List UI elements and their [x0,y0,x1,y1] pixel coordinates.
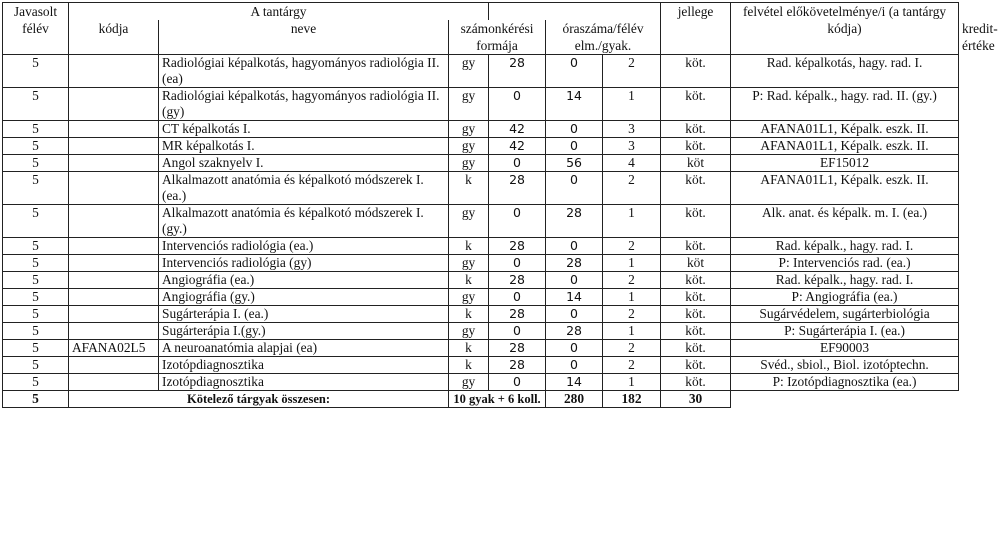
prereq-cell: EF90003 [731,340,959,357]
exam-form-cell: gy [449,289,489,306]
exam-form-cell: k [449,272,489,289]
prereq-cell: Alk. anat. és képalk. m. I. (ea.) [731,205,959,238]
table-row [3,272,959,289]
name-cell: Angiográfia (ea.) [159,272,449,289]
semester-cell: 5 [3,255,69,272]
exam-form-cell: k [449,340,489,357]
name-cell: Sugárterápia I. (ea.) [159,306,449,323]
code-cell [69,205,159,238]
code-cell [69,88,159,121]
practice-hours-cell: 0 [546,55,603,88]
lecture-hours-cell: 28 [489,357,546,374]
lecture-hours-cell: 28 [489,306,546,323]
header-exam-form: számonkérési formája [449,20,546,55]
practice-hours-cell: 0 [546,306,603,323]
type-cell: köt. [661,357,731,374]
credit-cell: 2 [603,340,661,357]
exam-form-cell: k [449,172,489,205]
table-row [3,255,959,272]
practice-hours-cell: 14 [546,88,603,121]
semester-cell: 5 [3,121,69,138]
table-row [3,205,959,238]
type-cell: köt. [661,306,731,323]
lecture-hours-cell: 28 [489,238,546,255]
practice-hours-cell: 0 [546,272,603,289]
credit-cell: 2 [603,306,661,323]
header-row-1 [3,3,959,21]
total-credit: 30 [661,391,731,408]
code-cell [69,289,159,306]
type-cell: köt. [661,121,731,138]
exam-form-cell: k [449,357,489,374]
lecture-hours-cell: 42 [489,121,546,138]
name-cell: A neuroanatómia alapjai (ea) [159,340,449,357]
code-cell: AFANA02L5 [69,340,159,357]
name-cell: Angiográfia (gy.) [159,289,449,306]
prereq-cell: P: Sugárterápia I. (ea.) [731,323,959,340]
exam-form-cell: gy [449,88,489,121]
code-cell [69,155,159,172]
semester-cell: 5 [3,374,69,391]
semester-cell: 5 [3,238,69,255]
practice-hours-cell: 0 [546,357,603,374]
practice-hours-cell: 0 [546,238,603,255]
name-cell: Radiológiai képalkotás, hagyományos radiológia II. (ea) [159,55,449,88]
exam-form-cell: gy [449,255,489,272]
exam-form-cell: gy [449,205,489,238]
table-row [3,357,959,374]
code-cell [69,272,159,289]
practice-hours-cell: 14 [546,374,603,391]
header-row-2: kódja neve számonkérési formája óraszáma/félév elm./gyak. kredit-értéke [3,20,959,55]
lecture-hours-cell: 0 [489,155,546,172]
practice-hours-cell: 14 [546,289,603,306]
type-cell: köt [661,255,731,272]
name-cell: CT képalkotás I. [159,121,449,138]
type-cell: köt. [661,374,731,391]
type-cell: köt. [661,323,731,340]
header-prereq: felvétel előkövetelménye/i (a tantárgy kódja) [731,3,959,55]
exam-form-cell: k [449,306,489,323]
header-type: jellege [661,3,731,55]
table-row [3,289,959,306]
prereq-cell: P: Rad. képalk., hagy. rad. II. (gy.) [731,88,959,121]
type-cell: köt. [661,289,731,306]
semester-cell: 5 [3,289,69,306]
name-cell: Alkalmazott anatómia és képalkotó módszerek I. (ea.) [159,172,449,205]
prereq-cell: EF15012 [731,155,959,172]
type-cell: köt. [661,272,731,289]
header-semester: Javasolt félév [3,3,69,55]
lecture-hours-cell: 0 [489,255,546,272]
lecture-hours-cell: 28 [489,340,546,357]
credit-cell: 2 [603,357,661,374]
prereq-cell: Sugárvédelem, sugárterbiológia [731,306,959,323]
exam-form-cell: gy [449,55,489,88]
practice-hours-cell: 56 [546,155,603,172]
exam-form-cell: gy [449,138,489,155]
table-row [3,155,959,172]
credit-cell: 1 [603,289,661,306]
credit-cell: 2 [603,55,661,88]
type-cell: köt. [661,340,731,357]
practice-hours-cell: 28 [546,255,603,272]
exam-form-cell: gy [449,121,489,138]
semester-cell: 5 [3,55,69,88]
exam-form-cell: gy [449,323,489,340]
prereq-cell: AFANA01L1, Képalk. eszk. II. [731,172,959,205]
exam-form-cell: gy [449,374,489,391]
name-cell: Alkalmazott anatómia és képalkotó módszerek I. (gy.) [159,205,449,238]
practice-hours-cell: 0 [546,121,603,138]
lecture-hours-cell: 0 [489,205,546,238]
prereq-cell: P: Intervenciós rad. (ea.) [731,255,959,272]
table-row [3,88,959,121]
lecture-hours-cell: 28 [489,55,546,88]
header-code: kódja [69,20,159,55]
total-practice-hours: 182 [603,391,661,408]
lecture-hours-cell: 0 [489,88,546,121]
lecture-hours-cell: 0 [489,289,546,306]
table-row [3,323,959,340]
type-cell: köt [661,155,731,172]
prereq-cell: Svéd., sbiol., Biol. izotóptechn. [731,357,959,374]
credit-cell: 3 [603,138,661,155]
credit-cell: 1 [603,374,661,391]
total-semester: 5 [3,391,69,408]
practice-hours-cell: 0 [546,340,603,357]
code-cell [69,172,159,205]
prereq-cell: Rad. képalk., hagy. rad. I. [731,272,959,289]
practice-hours-cell: 28 [546,205,603,238]
prereq-cell: AFANA01L1, Képalk. eszk. II. [731,138,959,155]
credit-cell: 3 [603,121,661,138]
code-cell [69,138,159,155]
semester-cell: 5 [3,205,69,238]
exam-form-cell: gy [449,155,489,172]
table-row [3,138,959,155]
code-cell [69,121,159,138]
prereq-cell: AFANA01L1, Képalk. eszk. II. [731,121,959,138]
name-cell: MR képalkotás I. [159,138,449,155]
total-lecture-hours: 280 [546,391,603,408]
code-cell [69,55,159,88]
name-cell: Angol szaknyelv I. [159,155,449,172]
prereq-cell: P: Izotópdiagnosztika (ea.) [731,374,959,391]
semester-cell: 5 [3,272,69,289]
credit-cell: 1 [603,255,661,272]
lecture-hours-cell: 28 [489,272,546,289]
name-cell: Intervenciós radiológia (gy) [159,255,449,272]
credit-cell: 1 [603,323,661,340]
credit-cell: 2 [603,272,661,289]
name-cell: Sugárterápia I.(gy.) [159,323,449,340]
total-label: Kötelező tárgyak összesen: [69,391,449,408]
table-row [3,340,959,357]
code-cell [69,357,159,374]
lecture-hours-cell: 42 [489,138,546,155]
semester-cell: 5 [3,172,69,205]
name-cell: Radiológiai képalkotás, hagyományos radiológia II. (gy) [159,88,449,121]
type-cell: köt. [661,238,731,255]
type-cell: köt. [661,138,731,155]
table-row [3,238,959,255]
practice-hours-cell: 0 [546,172,603,205]
name-cell: Izotópdiagnosztika [159,357,449,374]
table-row [3,172,959,205]
prereq-cell: Rad. képalk., hagy. rad. I. [731,238,959,255]
table-row [3,306,959,323]
header-subject-group: A tantárgy [69,3,489,21]
credit-cell: 1 [603,205,661,238]
credit-cell: 1 [603,88,661,121]
semester-cell: 5 [3,323,69,340]
practice-hours-cell: 0 [546,138,603,155]
lecture-hours-cell: 0 [489,323,546,340]
credit-cell: 2 [603,238,661,255]
semester-cell: 5 [3,155,69,172]
total-exam-form: 10 gyak + 6 koll. [449,391,546,408]
table-row [3,121,959,138]
code-cell [69,306,159,323]
type-cell: köt. [661,172,731,205]
total-row [3,391,959,408]
type-cell: köt. [661,88,731,121]
type-cell: köt. [661,205,731,238]
code-cell [69,323,159,340]
credit-cell: 4 [603,155,661,172]
header-hours: óraszáma/félév elm./gyak. [546,20,661,55]
name-cell: Izotópdiagnosztika [159,374,449,391]
type-cell: köt. [661,55,731,88]
code-cell [69,374,159,391]
lecture-hours-cell: 0 [489,374,546,391]
practice-hours-cell: 28 [546,323,603,340]
table-row [3,374,959,391]
credit-cell: 2 [603,172,661,205]
lecture-hours-cell: 28 [489,172,546,205]
semester-cell: 5 [3,88,69,121]
table-row [3,55,959,88]
header-name: neve [159,20,449,55]
semester-cell: 5 [3,340,69,357]
code-cell [69,238,159,255]
curriculum-table [2,2,998,408]
prereq-cell: P: Angiográfia (ea.) [731,289,959,306]
semester-cell: 5 [3,138,69,155]
exam-form-cell: k [449,238,489,255]
code-cell [69,255,159,272]
semester-cell: 5 [3,357,69,374]
prereq-cell: Rad. képalkotás, hagy. rad. I. [731,55,959,88]
name-cell: Intervenciós radiológia (ea.) [159,238,449,255]
semester-cell: 5 [3,306,69,323]
